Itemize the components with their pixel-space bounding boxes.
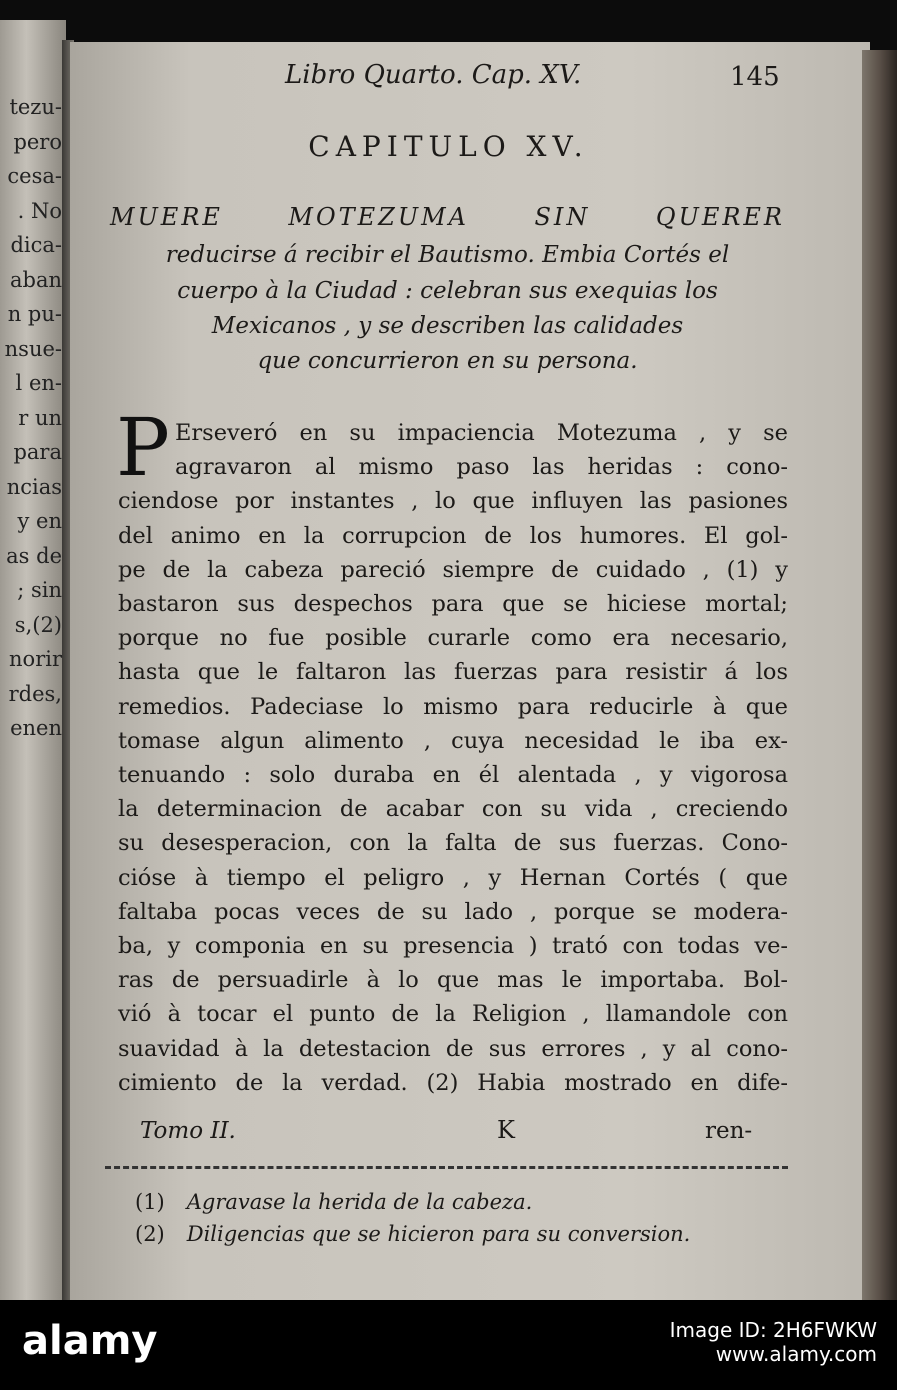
chapter-title: CAPITULO XV.: [308, 130, 589, 163]
left-page-fragment: r un: [18, 405, 62, 430]
page-edges: [862, 50, 897, 1300]
left-page-fragment: aban: [9, 267, 62, 292]
signature-mark: K: [497, 1116, 515, 1144]
left-page-fragment: norir: [9, 647, 62, 671]
footnote: [135, 1222, 690, 1246]
footnote-mark: (2): [135, 1222, 165, 1246]
volume-label: Tomo II.: [140, 1118, 236, 1144]
footnote-text: Agravase la herida de la cabeza.: [186, 1190, 533, 1214]
body-line: su desesperacion, con la falta de sus fuerzas. Cono-: [118, 830, 788, 857]
watermark-info: [670, 1318, 877, 1366]
left-page-fragment: ; sin: [17, 578, 62, 602]
summary-line: Mexicanos , y se describen las calidades: [211, 313, 684, 339]
body-line: porque no fue posible curarle como era necesario,: [118, 625, 788, 652]
watermark-logo: alamy: [22, 1318, 158, 1364]
left-page-fragment: cesa-: [7, 164, 62, 188]
footnote: [135, 1190, 532, 1214]
left-page-fragment: enen: [10, 716, 62, 740]
left-page-fragment: . No: [17, 198, 62, 223]
body-line: pe de la cabeza pareció siempre de cuidado , (1) y: [118, 556, 788, 583]
left-page-fragment: pero: [13, 129, 62, 154]
summary-line: que concurrieron en su persona.: [257, 348, 638, 374]
drop-cap: P: [116, 401, 170, 494]
body-line: cióse à tiempo el peligro , y Hernan Cortés ( que: [118, 864, 788, 891]
summary-line: cuerpo à la Ciudad : celebran sus exequias los: [177, 278, 718, 304]
body-line: tenuando : solo duraba en él alentada , y vigorosa: [118, 762, 788, 788]
body-line: ciendose por instantes , lo que influyen las pasiones: [118, 488, 788, 515]
footnote-mark: (1): [135, 1190, 165, 1214]
left-page-fragment: tezu-: [9, 95, 62, 119]
body-line: vió à tocar el punto de la Religion , llamandole con: [118, 1001, 788, 1028]
left-page-fragment: l en-: [15, 371, 62, 395]
body-line: agravaron al mismo paso las heridas : cono-: [175, 454, 788, 481]
left-page-fragment: y en: [17, 509, 62, 533]
watermark-url: www.alamy.com: [715, 1342, 877, 1366]
body-line: suavidad à la detestacion de sus errores , y al cono-: [118, 1035, 788, 1062]
body-line: Erseveró en su impaciencia Motezuma , y se: [175, 420, 788, 446]
image-id: Image ID: 2H6FWKW: [669, 1318, 877, 1342]
left-page-fragment: n pu-: [7, 302, 62, 326]
left-page-fragment: as de: [6, 543, 62, 568]
body-line: ba, y componia en su presencia ) trató con todas ve-: [118, 933, 788, 959]
summary-line: MUERE MOTEZUMA SIN QUERER: [110, 203, 785, 231]
catchword: ren-: [705, 1118, 753, 1144]
body-line: faltaba pocas veces de su lado , porque se modera-: [118, 898, 788, 925]
body-line: hasta que le faltaron las fuerzas para resistir á los: [118, 659, 788, 686]
left-page-fragment: nsue-: [4, 336, 62, 361]
body-line: cimiento de la verdad. (2) Habia mostrado en dife-: [118, 1069, 788, 1096]
footnote-text: Diligencias que se hicieron para su conversion.: [186, 1222, 691, 1246]
summary-line: reducirse á recibir el Bautismo. Embia Cortés el: [165, 242, 730, 268]
left-page-fragment: ncias: [6, 474, 62, 499]
body-line: bastaron sus despechos para que se hiciese mortal;: [118, 591, 788, 617]
left-page-fragment: rdes,: [8, 681, 62, 706]
body-line: la determinacion de acabar con su vida , creciendo: [118, 796, 788, 823]
page-number: 145: [730, 62, 780, 92]
footnote-rule: [105, 1166, 788, 1169]
body-line: del animo en la corrupcion de los humores. El gol-: [118, 522, 788, 549]
body-line: remedios. Padeciase lo mismo para reducirle à que: [118, 693, 788, 720]
body-line: ras de persuadirle à lo que mas le importaba. Bol-: [118, 967, 788, 994]
left-page-fragment: para: [13, 440, 62, 464]
running-title: Libro Quarto. Cap. XV.: [285, 60, 582, 90]
left-page-fragment: s,(2): [14, 612, 62, 637]
body-line: tomase algun alimento , cuya necesidad le iba ex-: [118, 727, 788, 754]
left-page-fragment: dica-: [10, 233, 62, 257]
